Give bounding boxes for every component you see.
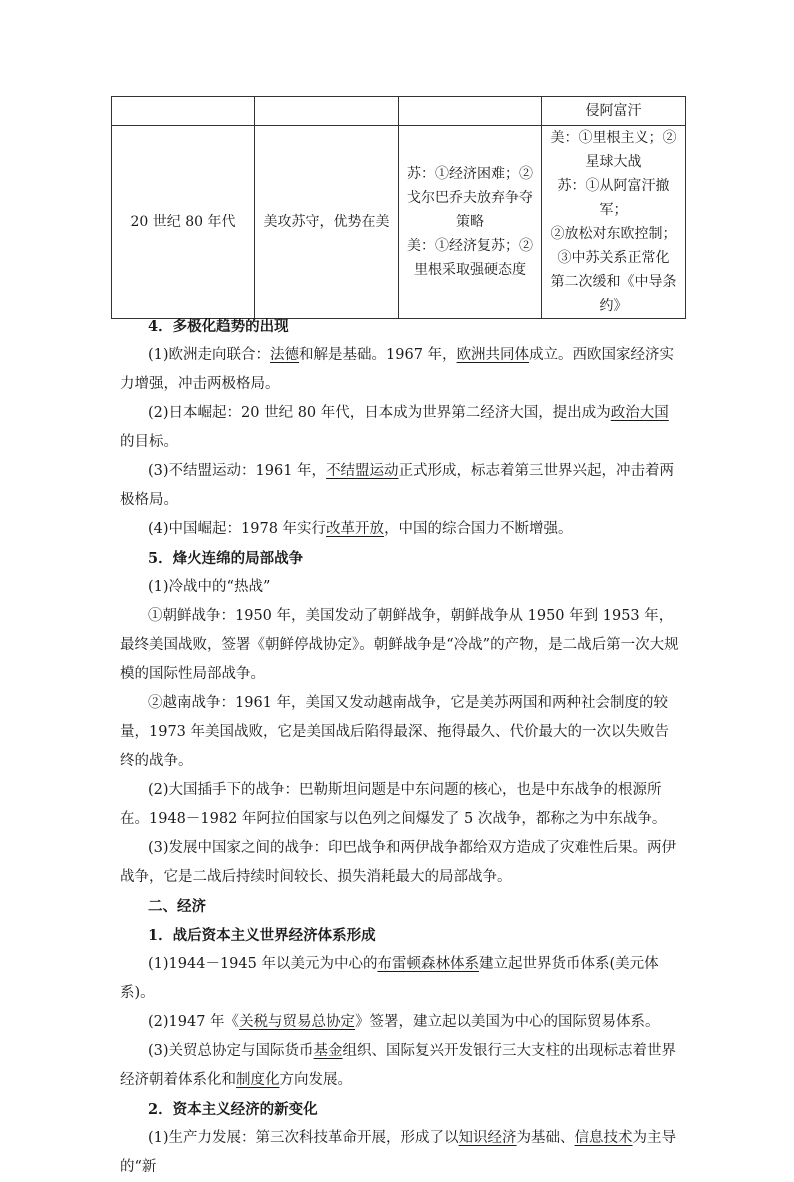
paragraph	[120, 689, 680, 776]
paragraph	[120, 1124, 680, 1182]
text-run: 4．多极化趋势的出现	[148, 318, 289, 335]
cell-line: ③中苏关系正常化	[557, 250, 670, 266]
cell-line: 策略	[456, 214, 484, 230]
underlined-term: 改革开放	[326, 521, 385, 537]
paragraph	[120, 399, 680, 457]
table-cell	[399, 97, 542, 126]
underlined-term: 制度化	[236, 1072, 280, 1088]
underlined-term: 布雷顿森林体系	[377, 956, 479, 972]
underlined-term: 法德	[270, 347, 300, 363]
comparison-table	[111, 96, 686, 319]
text-run: 正式形成，标志着第三世界兴起，冲击着两极格局。	[120, 463, 675, 508]
text-run: (4)中国崛起：1978 年实行	[148, 521, 327, 537]
table-cell: 侵阿富汗	[542, 97, 686, 126]
text-run: 为主导的“新	[120, 1130, 677, 1175]
paragraph	[120, 1008, 680, 1037]
text-run: ②越南战争：1961 年，美国又发动越南战争，它是美苏两国和两种社会制度的较量，1973 年美国战败，它是美国战后陷得最深、拖得最久、代价最大的一次以失败告终的战争。	[120, 695, 670, 769]
paragraph	[120, 573, 680, 602]
cell-line: 美：①里根主义；②	[550, 130, 677, 146]
text-run: 方向发展。	[279, 1072, 352, 1088]
body-text	[120, 312, 680, 1182]
text-run: (1)欧洲走向联合：	[148, 347, 271, 363]
cell-line: ②放松对东欧控制；	[550, 226, 677, 242]
section-heading	[120, 921, 680, 950]
cell-line: 美：①经济复苏；②	[407, 238, 533, 254]
text-run: 为基础、	[516, 1130, 575, 1146]
underlined-term: 知识经济	[458, 1130, 517, 1146]
causes-cell	[399, 126, 542, 319]
text-run: ，中国的综合国力不断增强。	[384, 521, 573, 537]
text-run: (2)日本崛起：20 世纪 80 年代，日本成为世界第二经济大国，提出成为	[148, 405, 611, 421]
cell-line: 里根采取强硬态度	[414, 262, 526, 278]
section-heading	[120, 1095, 680, 1124]
text-run: 和解是基础。1967 年，	[299, 347, 457, 363]
cell-line: 星球大战	[585, 154, 642, 170]
paragraph	[120, 950, 680, 1008]
text-run: (2)大国插手下的战争：巴勒斯坦问题是中东问题的核心，也是中东战争的根源所在。1948－1982 年阿拉伯国家与以色列之间爆发了 5 次战争，都称之为中东战争。	[120, 782, 667, 827]
text-run: 5．烽火连绵的局部战争	[148, 550, 304, 567]
underlined-term: 不结盟运动	[326, 463, 399, 479]
situation-cell: 美攻苏守，优势在美	[255, 126, 399, 319]
cell-line: 苏：①经济困难；②	[407, 166, 533, 182]
paragraph	[120, 834, 680, 892]
text-run: ①朝鲜战争：1950 年，美国发动了朝鲜战争，朝鲜战争从 1950 年到 1953 年，最终美国战败，签署《朝鲜停战协定》。朝鲜战争是“冷战”的产物，是二战后第一次大规模的国际性局部战争。	[120, 608, 679, 682]
underlined-term: 信息技术	[574, 1130, 633, 1146]
text-run: (3)关贸总协定与国际货币	[148, 1043, 314, 1059]
text-run: 建立起世界货币体系(美元体系)。	[120, 956, 659, 1001]
cell-line: 约》	[599, 298, 628, 314]
text-run: (3)发展中国家之间的战争：印巴战争和两伊战争都给双方造成了灾难性后果。两伊战争，它是二战后持续时间较长、损失消耗最大的局部战争。	[120, 840, 677, 885]
text-run: (3)不结盟运动：1961 年，	[148, 463, 327, 479]
text-run: 成立。西欧国家经济实力增强，冲击两极格局。	[120, 347, 675, 392]
section-heading	[120, 892, 680, 921]
paragraph	[120, 515, 680, 544]
text-run: 的目标。	[120, 434, 178, 450]
table-row	[112, 126, 686, 319]
text-run: (1)1944－1945 年以美元为中心的	[148, 956, 378, 972]
text-run: (1)冷战中的“热战”	[148, 579, 271, 595]
paragraph	[120, 776, 680, 834]
underlined-term: 政治大国	[610, 405, 669, 421]
text-run: 1．战后资本主义世界经济体系形成	[148, 927, 376, 944]
text-run: (1)生产力发展：第三次科技革命开展，形成了以	[148, 1130, 459, 1146]
paragraph	[120, 341, 680, 399]
events-cell	[542, 126, 686, 319]
paragraph	[120, 457, 680, 515]
period-cell: 20 世纪 80 年代	[112, 126, 255, 319]
underlined-term: 欧洲共同体	[456, 347, 530, 363]
table-cell	[255, 97, 399, 126]
section-heading	[120, 312, 680, 341]
table-cell	[112, 97, 255, 126]
underlined-term: 关税与贸易总协定	[239, 1014, 356, 1030]
cell-line: 戈尔巴乔夫放弃争夺	[407, 190, 533, 206]
cell-line: 苏：①从阿富汗撤军；	[557, 178, 670, 218]
text-run: 2．资本主义经济的新变化	[148, 1101, 318, 1118]
cell-line: 第二次缓和《中导条	[550, 274, 677, 290]
section-heading	[120, 544, 680, 573]
paragraph	[120, 602, 680, 689]
paragraph	[120, 1037, 680, 1095]
underlined-term: 基金	[313, 1043, 343, 1059]
text-run: (2)1947 年《	[148, 1014, 240, 1030]
text-run: 》签署，建立起以美国为中心的国际贸易体系。	[355, 1014, 660, 1030]
text-run: 二、经济	[148, 898, 206, 915]
text-run: 组织、国际复兴开发银行三大支柱的出现标志着世界经济朝着体系化和	[120, 1043, 677, 1088]
table-row	[112, 97, 686, 126]
